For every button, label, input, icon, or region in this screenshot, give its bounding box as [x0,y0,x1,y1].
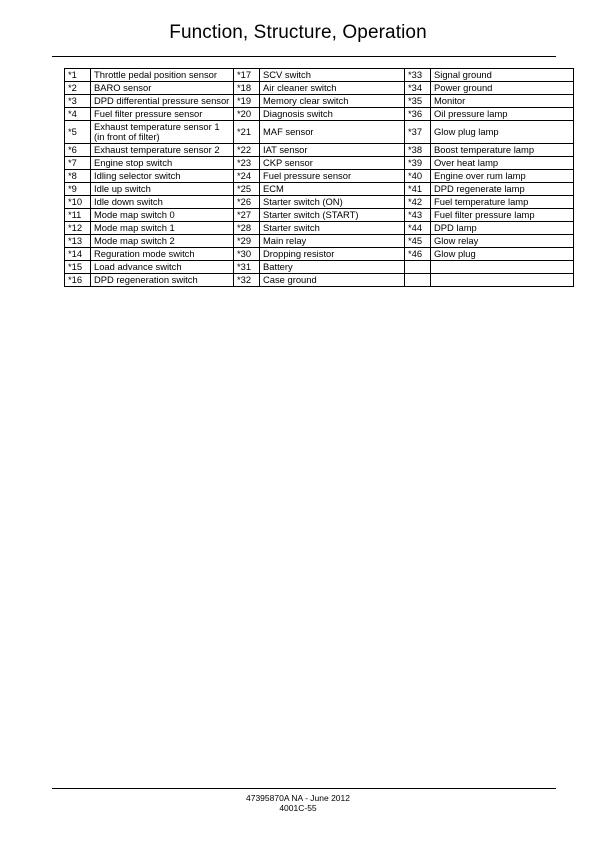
legend-item-label: DPD regeneration switch [91,274,234,287]
page-title: Function, Structure, Operation [169,22,427,43]
legend-item-code: *4 [65,108,91,121]
legend-item-code: *13 [65,235,91,248]
legend-item-code: *6 [65,144,91,157]
legend-item-code: *28 [234,222,260,235]
legend-item-label: SCV switch [260,69,405,82]
legend-row [65,170,574,183]
legend-item-code: *16 [65,274,91,287]
legend-item-label: Idling selector switch [91,170,234,183]
legend-item-code: *33 [405,69,431,82]
legend-table-body [65,69,574,287]
legend-item-code: *21 [234,121,260,144]
legend-item-label: Idle up switch [91,183,234,196]
legend-item-label: Mode map switch 0 [91,209,234,222]
legend-item-label: Fuel temperature lamp [431,196,574,209]
legend-row [65,82,574,95]
legend-item-code: *39 [405,157,431,170]
legend-item-label: Exhaust temperature sensor 2 [91,144,234,157]
legend-item-code: *18 [234,82,260,95]
legend-item-code: *22 [234,144,260,157]
legend-item-code: *3 [65,95,91,108]
legend-item-code: *7 [65,157,91,170]
legend-item-label: Engine stop switch [91,157,234,170]
legend-item-code: *5 [65,121,91,144]
legend-item-code: *34 [405,82,431,95]
legend-item-code: *38 [405,144,431,157]
legend-item-code: *29 [234,235,260,248]
legend-row [65,274,574,287]
legend-item-label: MAF sensor [260,121,405,144]
legend-row [65,69,574,82]
title-divider [52,56,556,57]
legend-item-code: *43 [405,209,431,222]
legend-item-code: *32 [234,274,260,287]
legend-item-label: Mode map switch 1 [91,222,234,235]
legend-item-label: Monitor [431,95,574,108]
legend-item-label: Glow relay [431,235,574,248]
legend-item-label: DPD differential pressure sensor [91,95,234,108]
legend-item-label: Oil pressure lamp [431,108,574,121]
legend-row [65,248,574,261]
legend-item-label: Throttle pedal position sensor [91,69,234,82]
legend-item-code: *17 [234,69,260,82]
legend-item-code: *23 [234,157,260,170]
legend-row [65,121,574,144]
legend-item-label: Exhaust temperature sensor 1 (in front of filter) [91,121,234,144]
legend-item-label [431,274,574,287]
legend-item-code [405,274,431,287]
legend-row [65,222,574,235]
legend-item-label: DPD regenerate lamp [431,183,574,196]
legend-item-code: *26 [234,196,260,209]
legend-item-label: Boost temperature lamp [431,144,574,157]
legend-item-label: Main relay [260,235,405,248]
legend-item-label: Starter switch (ON) [260,196,405,209]
legend-item-code: *45 [405,235,431,248]
legend-item-label [431,261,574,274]
legend-item-code: *27 [234,209,260,222]
legend-item-code: *1 [65,69,91,82]
legend-item-label: Idle down switch [91,196,234,209]
legend-item-code: *30 [234,248,260,261]
legend-item-code: *42 [405,196,431,209]
legend-item-code: *24 [234,170,260,183]
legend-item-label: Signal ground [431,69,574,82]
footer-document-number: 47395870A NA - June 2012 [246,793,350,803]
legend-item-code [405,261,431,274]
legend-item-label: Over heat lamp [431,157,574,170]
legend-item-code: *40 [405,170,431,183]
legend-item-label: DPD lamp [431,222,574,235]
legend-item-label: Glow plug lamp [431,121,574,144]
legend-item-code: *2 [65,82,91,95]
legend-item-label: Mode map switch 2 [91,235,234,248]
component-legend-table [64,68,574,287]
legend-row [65,261,574,274]
legend-item-label: Load advance switch [91,261,234,274]
legend-row [65,144,574,157]
legend-item-code: *10 [65,196,91,209]
legend-item-code: *46 [405,248,431,261]
legend-item-code: *37 [405,121,431,144]
legend-item-code: *36 [405,108,431,121]
legend-item-code: *44 [405,222,431,235]
legend-item-label: Air cleaner switch [260,82,405,95]
legend-item-code: *20 [234,108,260,121]
legend-item-label: Starter switch [260,222,405,235]
legend-row [65,196,574,209]
legend-item-label: Battery [260,261,405,274]
legend-row [65,235,574,248]
legend-item-label: Glow plug [431,248,574,261]
legend-item-code: *19 [234,95,260,108]
legend-item-label: Fuel pressure sensor [260,170,405,183]
legend-item-label: Fuel filter pressure sensor [91,108,234,121]
legend-item-label: CKP sensor [260,157,405,170]
legend-item-label: IAT sensor [260,144,405,157]
legend-item-code: *41 [405,183,431,196]
legend-item-label: BARO sensor [91,82,234,95]
legend-item-label: Memory clear switch [260,95,405,108]
legend-item-code: *31 [234,261,260,274]
legend-item-label: Diagnosis switch [260,108,405,121]
footer-divider [52,788,556,789]
legend-item-code: *14 [65,248,91,261]
page-footer [0,793,596,813]
legend-item-code: *12 [65,222,91,235]
legend-item-code: *25 [234,183,260,196]
legend-item-label: Engine over rum lamp [431,170,574,183]
legend-row [65,157,574,170]
legend-item-label: Fuel filter pressure lamp [431,209,574,222]
legend-item-label: Dropping resistor [260,248,405,261]
legend-item-code: *8 [65,170,91,183]
legend-item-code: *35 [405,95,431,108]
legend-row [65,183,574,196]
legend-item-label: Case ground [260,274,405,287]
legend-item-label: Power ground [431,82,574,95]
legend-item-label: Reguration mode switch [91,248,234,261]
legend-row [65,209,574,222]
legend-row [65,108,574,121]
legend-item-code: *11 [65,209,91,222]
legend-item-label: ECM [260,183,405,196]
legend-item-label: Starter switch (START) [260,209,405,222]
legend-item-code: *9 [65,183,91,196]
legend-row [65,95,574,108]
footer-page-number: 4001C-55 [279,803,317,813]
legend-item-code: *15 [65,261,91,274]
